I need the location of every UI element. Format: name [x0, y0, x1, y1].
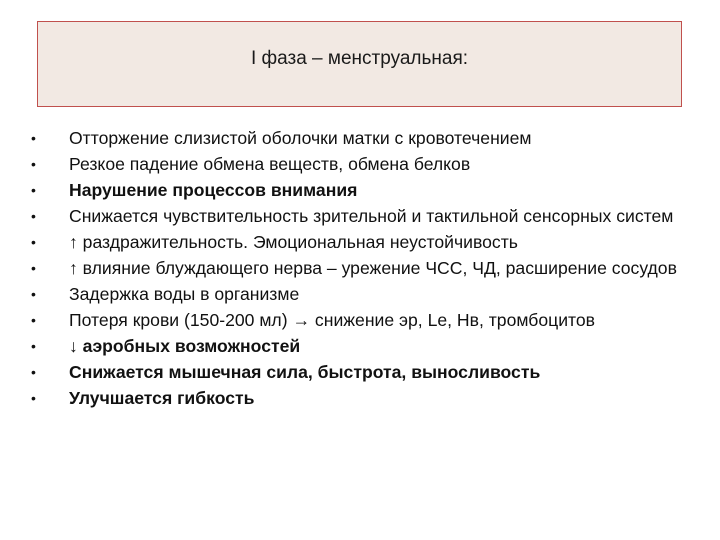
bullet-item [31, 127, 691, 149]
bullet-text: ↑ влияние блуждающего нерва – урежение ЧСС, ЧД, расширение сосудов [69, 258, 677, 278]
bullet-icon: • [31, 312, 36, 328]
bullet-icon: • [31, 260, 36, 276]
bullet-item [31, 335, 691, 357]
title-box [37, 21, 682, 107]
bullet-icon: • [31, 130, 36, 146]
slide-title: I фаза – менструальная: [250, 48, 469, 69]
bullet-text: Снижается мышечная сила, быстрота, выносливость [69, 362, 541, 382]
bullet-icon: • [31, 364, 36, 380]
bullet-item [31, 361, 691, 383]
bullet-text: Отторжение слизистой оболочки матки с кровотечением [69, 128, 532, 148]
bullet-item [31, 179, 691, 201]
bullet-text: Потеря крови (150-200 мл) → снижение эр, Le, Нв, тромбоцитов [69, 310, 596, 330]
bullet-text: Нарушение процессов внимания [69, 180, 358, 200]
bullet-icon: • [31, 234, 36, 250]
bullet-list [31, 127, 691, 413]
bullet-icon: • [31, 390, 36, 406]
bullet-text: Снижается чувствительность зрительной и тактильной сенсорных систем [69, 206, 674, 226]
bullet-icon: • [31, 156, 36, 172]
bullet-item [31, 283, 691, 305]
bullet-text: Задержка воды в организме [69, 284, 300, 304]
bullet-text: Резкое падение обмена веществ, обмена белков [69, 154, 471, 174]
bullet-icon: • [31, 182, 36, 198]
bullet-text: ↑ раздражительность. Эмоциональная неустойчивость [69, 232, 518, 252]
bullet-icon: • [31, 338, 36, 354]
bullet-text: ↓ аэробных возможностей [69, 336, 301, 356]
bullet-text: Улучшается гибкость [69, 388, 255, 408]
bullet-icon: • [31, 208, 36, 224]
bullet-item [31, 231, 691, 253]
bullet-item [31, 257, 691, 279]
bullet-icon: • [31, 286, 36, 302]
bullet-item [31, 205, 691, 227]
bullet-item [31, 387, 691, 409]
bullet-item [31, 309, 691, 331]
bullet-item [31, 153, 691, 175]
